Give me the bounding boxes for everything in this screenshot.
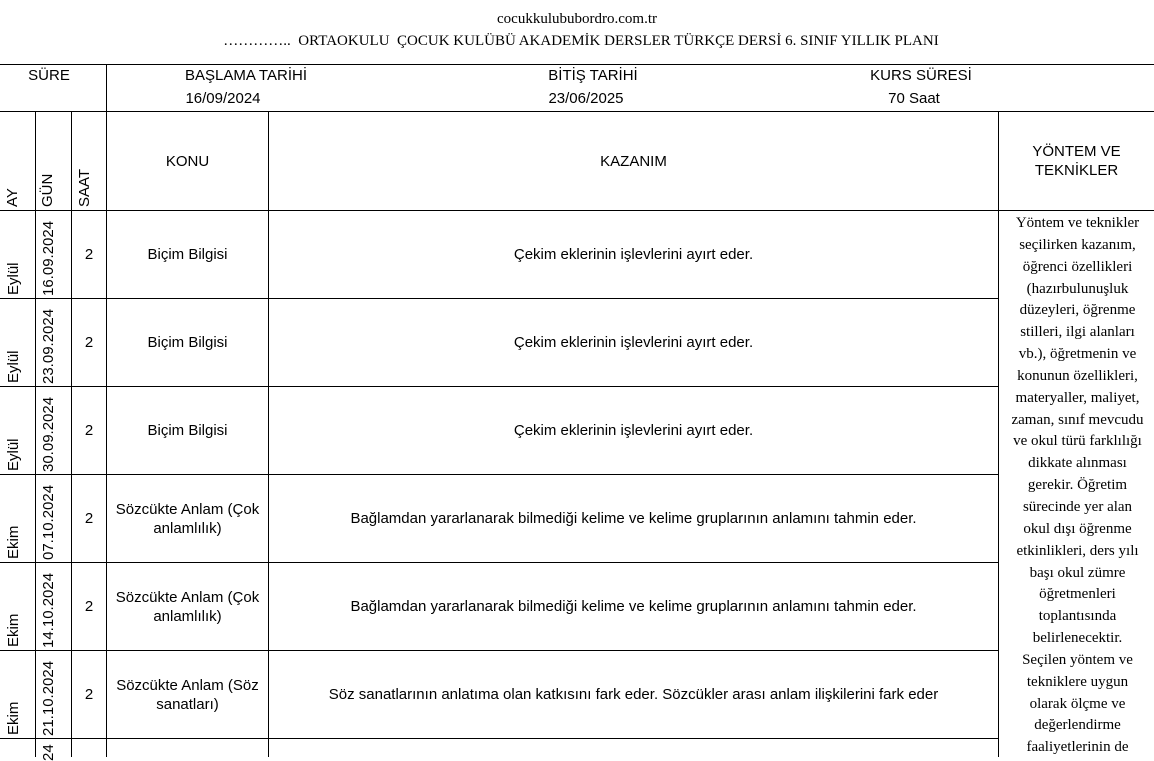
course-duration-label: KURS SÜRESİ [870, 67, 972, 84]
row-saat: 2 [84, 510, 94, 527]
row-ay: Ekim [5, 701, 22, 735]
kazanim-yontem-divider [998, 111, 999, 757]
method-line: değerlendirme [1034, 717, 1121, 734]
method-line: toplantısında [1038, 608, 1117, 625]
row-saat: 2 [84, 246, 94, 263]
row-gun: 07.10.2024 [40, 484, 57, 560]
row-saat: 2 [84, 686, 94, 703]
row-saat: 2 [84, 334, 94, 351]
row-kazanim: Bağlamdan yararlanarak bilmediği kelime ve kelime gruplarının anlamını tahmin eder. [350, 598, 917, 615]
row-konu: Biçim Bilgisi [147, 422, 228, 439]
partial-row-gun: 24 [40, 744, 57, 761]
method-line: (hazırbulunuşluk [1026, 280, 1129, 297]
row-konu: Biçim Bilgisi [147, 334, 228, 351]
method-line: konunun özellikleri, [1017, 367, 1138, 384]
column-header-gun: GÜN [39, 173, 56, 207]
row-ay: Ekim [5, 613, 22, 647]
column-header-ay: AY [4, 188, 21, 207]
end-date-label: BİTİŞ TARİHİ [548, 67, 638, 84]
method-line: faaliyetlerinin de [1026, 739, 1129, 756]
method-line: seçilirken kazanım, [1019, 236, 1136, 253]
row-gun: 30.09.2024 [40, 396, 57, 472]
ay-gun-divider [35, 111, 36, 757]
row-gun: 23.09.2024 [40, 308, 57, 384]
sure-label: SÜRE [28, 67, 70, 84]
method-line: sürecinde yer alan [1022, 498, 1133, 515]
start-date-label: BAŞLAMA TARİHİ [185, 67, 307, 84]
row-kazanim: Söz sanatlarının anlatıma olan katkısını fark eder. Sözcükler arası anlam ilişkilerini fark eder [328, 686, 939, 703]
start-date-value: 16/09/2024 [185, 90, 261, 107]
method-line: zaman, sınıf mevcudu [1011, 411, 1144, 428]
method-line: ve okul türü farklılığı [1013, 433, 1142, 450]
table-top-border [0, 64, 1154, 65]
method-line: belirlenecektir. [1032, 630, 1123, 647]
row-kazanim: Çekim eklerinin işlevlerini ayırt eder. [513, 422, 754, 439]
method-line: başı okul zümre [1029, 564, 1126, 581]
row-konu: Sözcükte Anlam (Söz sanatları) [116, 676, 259, 713]
method-line: düzeyleri, öğrenme [1019, 302, 1136, 319]
column-header-yontem: YÖNTEM VE TEKNİKLER [1032, 143, 1121, 179]
method-line: öğrenci özellikleri [1022, 258, 1133, 275]
row-ay: Eylül [5, 438, 22, 471]
method-line: tekniklere uygun [1026, 673, 1129, 690]
row-konu: Sözcükte Anlam (Çok anlamlılık) [115, 500, 260, 537]
method-text [1001, 213, 1154, 759]
method-line: olarak ölçme ve [1029, 695, 1126, 712]
row-konu: Biçim Bilgisi [147, 246, 228, 263]
end-date-value: 23/06/2025 [548, 90, 624, 107]
row-ay: Ekim [5, 525, 22, 559]
method-line: materyaller, maliyet, [1015, 389, 1140, 406]
method-line: stilleri, ilgi alanları [1020, 324, 1135, 341]
method-line: vb.), öğretmenin ve [1018, 346, 1137, 363]
row-ay: Eylül [5, 350, 22, 383]
method-line: dikkate alınması [1028, 455, 1127, 472]
info-bottom-border [0, 111, 1154, 112]
row-gun: 14.10.2024 [40, 572, 57, 648]
column-header-kazanim: KAZANIM [600, 153, 667, 170]
method-line: etkinlikleri, ders yılı [1016, 542, 1139, 559]
method-line: okul dışı öğrenme [1023, 520, 1132, 537]
method-line: Seçilen yöntem ve [1022, 651, 1133, 668]
row-saat: 2 [84, 422, 94, 439]
method-line: gerekir. Öğretim [1027, 477, 1128, 494]
row-kazanim: Çekim eklerinin işlevlerini ayırt eder. [513, 334, 754, 351]
course-duration-value: 70 Saat [888, 90, 940, 107]
method-line: Yöntem ve teknikler [1015, 215, 1140, 231]
site-url: cocukkulububordro.com.tr [497, 11, 657, 27]
row-divider [0, 738, 998, 739]
row-kazanim: Bağlamdan yararlanarak bilmediği kelime ve kelime gruplarının anlamını tahmin eder. [350, 510, 917, 527]
row-ay: Eylül [5, 262, 22, 295]
row-konu: Sözcükte Anlam (Çok anlamlılık) [115, 588, 260, 625]
column-header-konu: KONU [165, 153, 210, 170]
row-gun: 21.10.2024 [40, 660, 57, 736]
document-title: ………….. ORTAOKULU ÇOCUK KULÜBÜ AKADEMİK DERSLER TÜRKÇE DERSİ 6. SINIF YILLIK PLANI [223, 33, 939, 49]
row-saat: 2 [84, 598, 94, 615]
method-line: öğretmenleri [1039, 586, 1116, 603]
column-header-saat: SAAT [76, 168, 93, 207]
row-gun: 16.09.2024 [40, 220, 57, 296]
row-kazanim: Çekim eklerinin işlevlerini ayırt eder. [513, 246, 754, 263]
